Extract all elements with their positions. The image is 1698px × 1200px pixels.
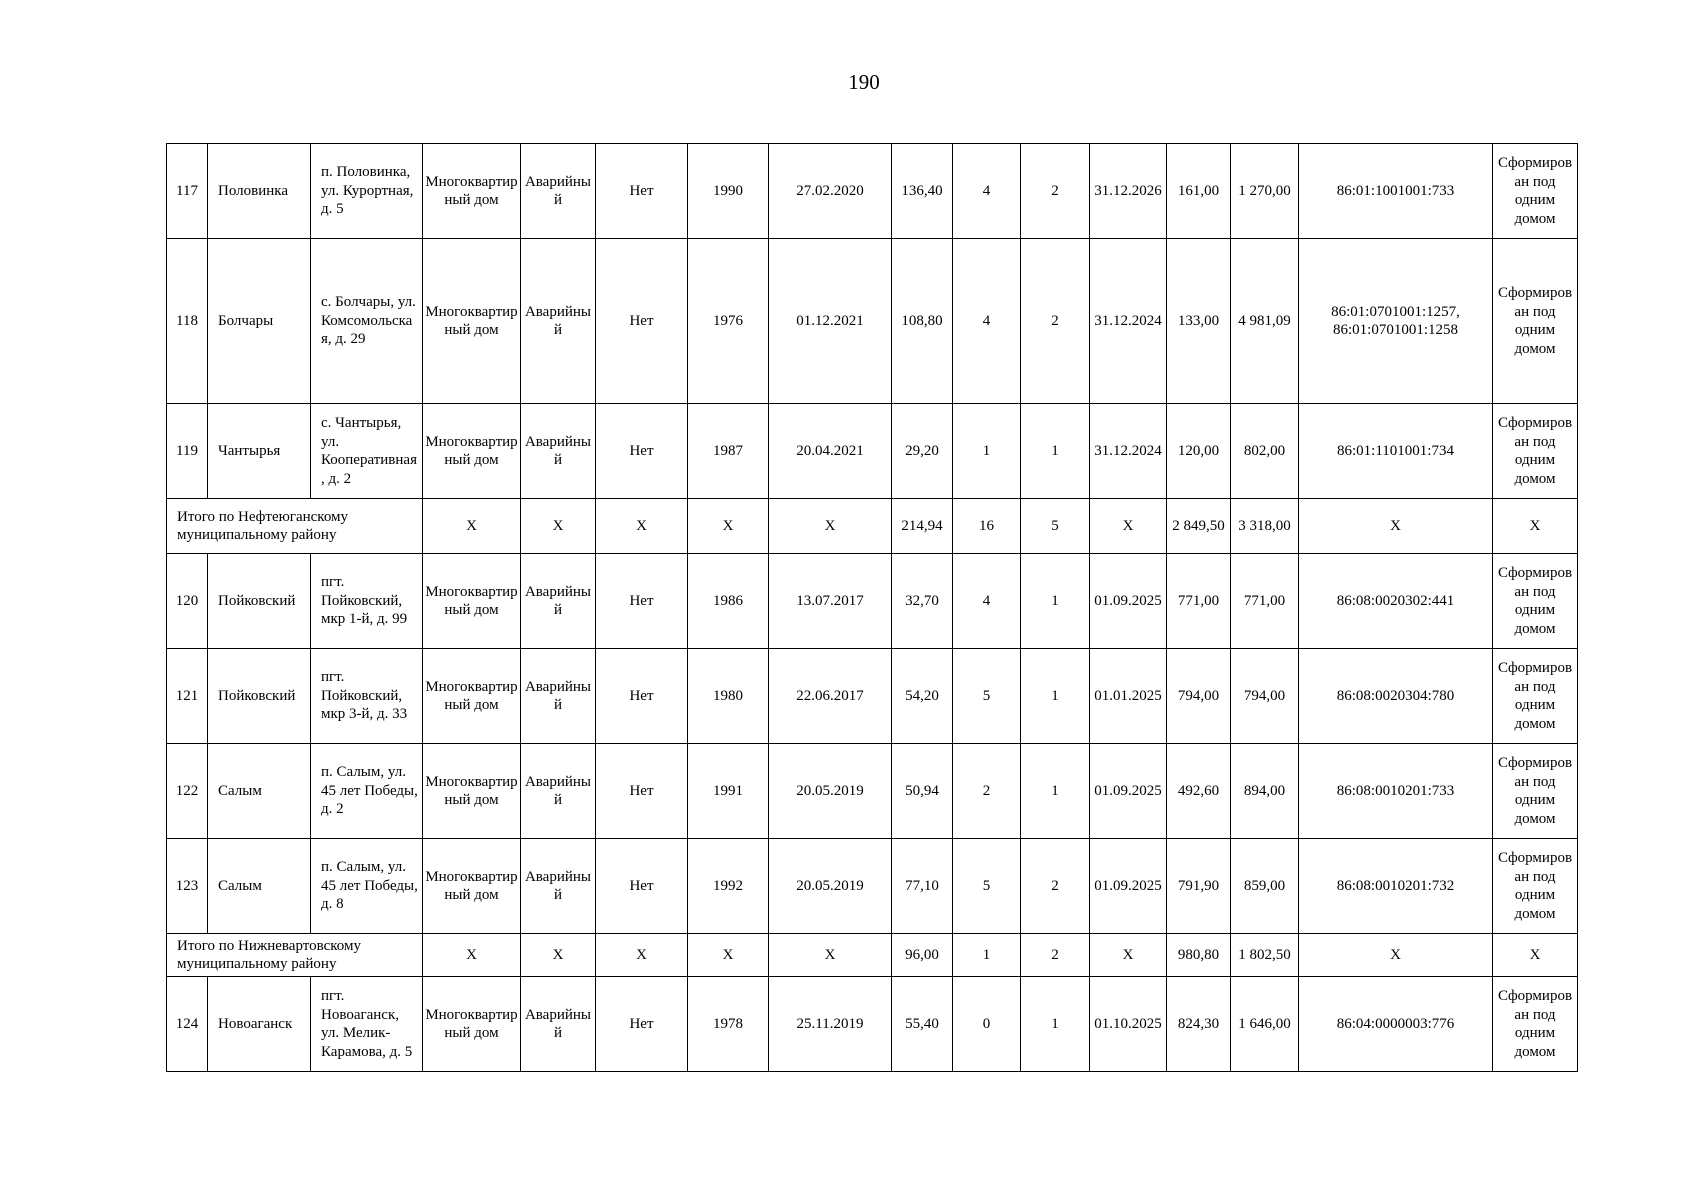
count-b-cell: 1 [1021,977,1090,1072]
cadastre-cell: 86:08:0010201:732 [1299,839,1493,934]
area-cell: 29,20 [892,404,953,499]
settlement-cell: Салым [208,839,311,934]
area-cell: 50,94 [892,744,953,839]
value-a-cell: 161,00 [1167,144,1231,239]
date-cell: 25.11.2019 [769,977,892,1072]
count-a-cell: 5 [953,649,1021,744]
area-cell: 77,10 [892,839,953,934]
value-b-cell: 3 318,00 [1231,499,1299,554]
deadline-cell: 31.12.2024 [1090,239,1167,404]
year-cell: X [688,934,769,977]
register-body [167,144,1578,1072]
table-row [167,554,1578,649]
year-cell: 1980 [688,649,769,744]
deadline-cell: 31.12.2024 [1090,404,1167,499]
count-b-cell: 2 [1021,934,1090,977]
table-row [167,239,1578,404]
note-cell: Сформирован под одним домом [1493,404,1578,499]
count-a-cell: 2 [953,744,1021,839]
count-b-cell: 1 [1021,744,1090,839]
house-type-cell: Многоквартирный дом [423,239,521,404]
count-a-cell: 4 [953,554,1021,649]
count-b-cell: 1 [1021,554,1090,649]
row-number-cell: 119 [167,404,208,499]
value-b-cell: 802,00 [1231,404,1299,499]
count-b-cell: 1 [1021,404,1090,499]
table-row [167,649,1578,744]
settlement-cell: Салым [208,744,311,839]
value-b-cell: 794,00 [1231,649,1299,744]
value-a-cell: 133,00 [1167,239,1231,404]
state-cell: X [521,934,596,977]
flag-cell: Нет [596,554,688,649]
cadastre-cell: 86:01:1101001:734 [1299,404,1493,499]
value-a-cell: 771,00 [1167,554,1231,649]
total-row [167,934,1578,977]
deadline-cell: 01.09.2025 [1090,744,1167,839]
deadline-cell: X [1090,934,1167,977]
year-cell: 1987 [688,404,769,499]
cadastre-cell: 86:01:1001001:733 [1299,144,1493,239]
area-cell: 136,40 [892,144,953,239]
settlement-cell: Половинка [208,144,311,239]
total-row [167,499,1578,554]
note-cell: Сформирован под одним домом [1493,239,1578,404]
year-cell: 1991 [688,744,769,839]
address-cell: пгт. Пойковский, мкр 1-й, д. 99 [311,554,423,649]
house-type-cell: Многоквартирный дом [423,977,521,1072]
value-b-cell: 859,00 [1231,839,1299,934]
row-number-cell: 122 [167,744,208,839]
deadline-cell: 01.09.2025 [1090,839,1167,934]
row-number-cell: 123 [167,839,208,934]
value-b-cell: 4 981,09 [1231,239,1299,404]
value-b-cell: 1 802,50 [1231,934,1299,977]
deadline-cell: 01.10.2025 [1090,977,1167,1072]
table-row [167,404,1578,499]
count-b-cell: 5 [1021,499,1090,554]
page-number: 190 [848,70,880,94]
state-cell: Аварийный [521,554,596,649]
note-cell: Сформирован под одним домом [1493,839,1578,934]
cadastre-cell: X [1299,499,1493,554]
area-cell: 55,40 [892,977,953,1072]
house-type-cell: Многоквартирный дом [423,649,521,744]
date-cell: 20.05.2019 [769,839,892,934]
value-a-cell: 2 849,50 [1167,499,1231,554]
cadastre-cell: 86:08:0010201:733 [1299,744,1493,839]
value-b-cell: 771,00 [1231,554,1299,649]
date-cell: 13.07.2017 [769,554,892,649]
row-number-cell: 117 [167,144,208,239]
value-b-cell: 1 270,00 [1231,144,1299,239]
cadastre-cell: 86:01:0701001:1257, 86:01:0701001:1258 [1299,239,1493,404]
count-a-cell: 5 [953,839,1021,934]
area-cell: 108,80 [892,239,953,404]
housing-register-table [166,143,1578,1072]
year-cell: 1990 [688,144,769,239]
address-cell: пгт. Пойковский, мкр 3-й, д. 33 [311,649,423,744]
address-cell: с. Чантырья, ул. Кооперативная, д. 2 [311,404,423,499]
settlement-cell: Пойковский [208,554,311,649]
date-cell: 01.12.2021 [769,239,892,404]
row-number-cell: 124 [167,977,208,1072]
state-cell: Аварийный [521,977,596,1072]
count-b-cell: 2 [1021,839,1090,934]
state-cell: Аварийный [521,404,596,499]
row-number-cell: 121 [167,649,208,744]
address-cell: с. Болчары, ул. Комсомольская, д. 29 [311,239,423,404]
table-row [167,977,1578,1072]
address-cell: п. Салым, ул. 45 лет Победы, д. 2 [311,744,423,839]
value-a-cell: 791,90 [1167,839,1231,934]
value-a-cell: 824,30 [1167,977,1231,1072]
settlement-cell: Болчары [208,239,311,404]
note-cell: Сформирован под одним домом [1493,649,1578,744]
value-a-cell: 980,80 [1167,934,1231,977]
house-type-cell: Многоквартирный дом [423,744,521,839]
house-type-cell: Многоквартирный дом [423,144,521,239]
settlement-cell: Новоаганск [208,977,311,1072]
note-cell: X [1493,934,1578,977]
row-number-cell: 118 [167,239,208,404]
cadastre-cell: 86:08:0020302:441 [1299,554,1493,649]
state-cell: Аварийный [521,649,596,744]
cadastre-cell: 86:08:0020304:780 [1299,649,1493,744]
count-a-cell: 0 [953,977,1021,1072]
cadastre-cell: 86:04:0000003:776 [1299,977,1493,1072]
count-b-cell: 1 [1021,649,1090,744]
address-cell: пгт. Новоаганск, ул. Мелик-Карамова, д. 5 [311,977,423,1072]
house-type-cell: X [423,934,521,977]
value-a-cell: 794,00 [1167,649,1231,744]
count-a-cell: 1 [953,934,1021,977]
value-b-cell: 894,00 [1231,744,1299,839]
address-cell: п. Половинка, ул. Курортная, д. 5 [311,144,423,239]
house-type-cell: Многоквартирный дом [423,554,521,649]
count-b-cell: 2 [1021,144,1090,239]
note-cell: X [1493,499,1578,554]
state-cell: Аварийный [521,144,596,239]
state-cell: Аварийный [521,839,596,934]
value-a-cell: 120,00 [1167,404,1231,499]
cadastre-cell: X [1299,934,1493,977]
state-cell: Аварийный [521,239,596,404]
house-type-cell: Многоквартирный дом [423,404,521,499]
total-label-cell: Итого по Нижневартовскому муниципальному району [167,934,423,977]
date-cell: X [769,934,892,977]
value-b-cell: 1 646,00 [1231,977,1299,1072]
value-a-cell: 492,60 [1167,744,1231,839]
flag-cell: Нет [596,839,688,934]
date-cell: 20.05.2019 [769,744,892,839]
date-cell: 22.06.2017 [769,649,892,744]
area-cell: 54,20 [892,649,953,744]
year-cell: X [688,499,769,554]
house-type-cell: X [423,499,521,554]
count-a-cell: 4 [953,144,1021,239]
state-cell: X [521,499,596,554]
deadline-cell: 01.09.2025 [1090,554,1167,649]
table-row [167,144,1578,239]
deadline-cell: X [1090,499,1167,554]
table-row [167,744,1578,839]
note-cell: Сформирован под одним домом [1493,977,1578,1072]
flag-cell: Нет [596,239,688,404]
count-a-cell: 1 [953,404,1021,499]
settlement-cell: Пойковский [208,649,311,744]
year-cell: 1992 [688,839,769,934]
date-cell: 20.04.2021 [769,404,892,499]
area-cell: 32,70 [892,554,953,649]
flag-cell: Нет [596,977,688,1072]
flag-cell: Нет [596,744,688,839]
flag-cell: Нет [596,144,688,239]
state-cell: Аварийный [521,744,596,839]
year-cell: 1986 [688,554,769,649]
note-cell: Сформирован под одним домом [1493,144,1578,239]
deadline-cell: 31.12.2026 [1090,144,1167,239]
area-cell: 214,94 [892,499,953,554]
deadline-cell: 01.01.2025 [1090,649,1167,744]
address-cell: п. Салым, ул. 45 лет Победы, д. 8 [311,839,423,934]
total-label-cell: Итого по Нефтеюганскому муниципальному району [167,499,423,554]
row-number-cell: 120 [167,554,208,649]
area-cell: 96,00 [892,934,953,977]
date-cell: X [769,499,892,554]
flag-cell: Нет [596,649,688,744]
flag-cell: X [596,499,688,554]
year-cell: 1976 [688,239,769,404]
note-cell: Сформирован под одним домом [1493,554,1578,649]
count-b-cell: 2 [1021,239,1090,404]
note-cell: Сформирован под одним домом [1493,744,1578,839]
house-type-cell: Многоквартирный дом [423,839,521,934]
year-cell: 1978 [688,977,769,1072]
table-row [167,839,1578,934]
date-cell: 27.02.2020 [769,144,892,239]
count-a-cell: 16 [953,499,1021,554]
settlement-cell: Чантырья [208,404,311,499]
flag-cell: Нет [596,404,688,499]
count-a-cell: 4 [953,239,1021,404]
flag-cell: X [596,934,688,977]
